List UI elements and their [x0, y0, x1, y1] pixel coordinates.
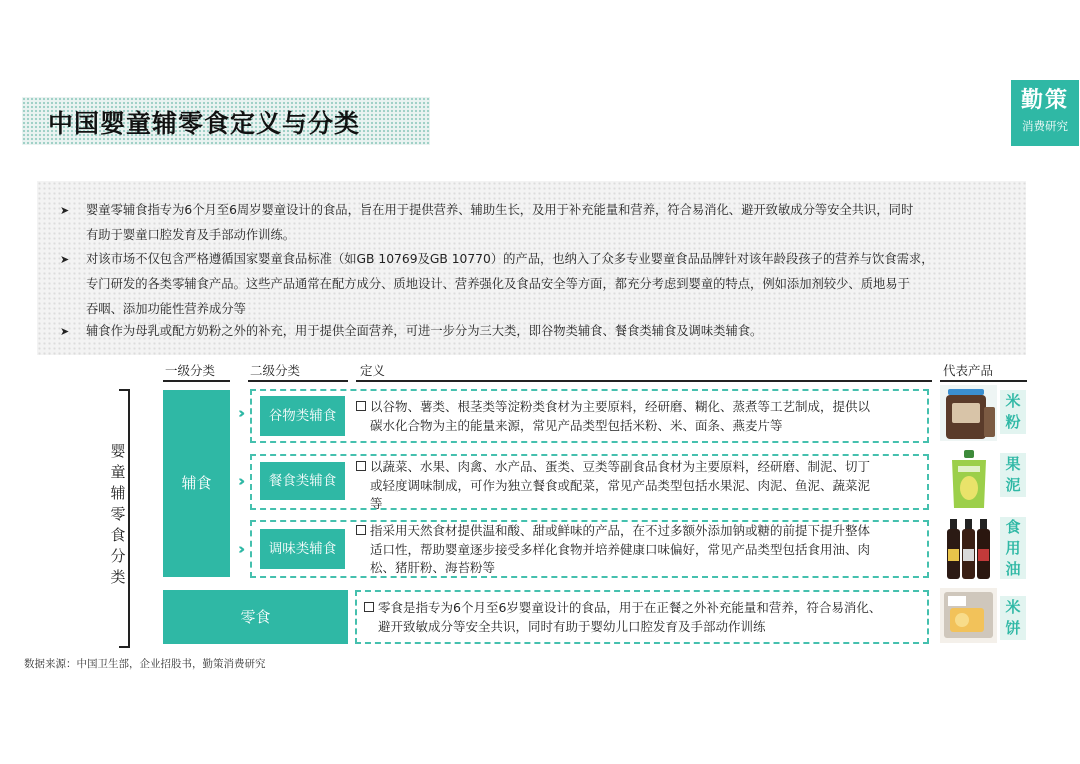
header-rule — [940, 380, 1027, 382]
intro-bullet-3 — [60, 319, 1015, 344]
group-label: 婴童辅零食分类 — [110, 442, 126, 586]
intro-bullet-2-line-3: 吞咽、添加功能性营养成分等 — [86, 302, 246, 316]
arrow-bullet-icon: ➤ — [60, 204, 70, 217]
data-source-note: 数据来源：中国卫生部，企业招股书，勤策消费研究 — [24, 658, 266, 670]
arrow-bullet-icon: ➤ — [60, 325, 70, 338]
row-meal-def-line-1 — [356, 458, 870, 477]
row-snack-def-text-1: 零食是指专为6个月至6岁婴童设计的食品，用于在正餐之外补充能量和营养，符合易消化、 — [378, 600, 882, 615]
row-meal-definition — [356, 458, 870, 514]
product-label-edible-oil — [1000, 517, 1026, 579]
product-label-rice-cracker — [1000, 596, 1026, 640]
header-definition: 定义 — [360, 363, 386, 378]
row-cereal-def-text-1: 以谷物、薯类、根茎类等淀粉类食材为主要原料，经研磨、糊化、蒸煮等工艺制成，提供以 — [370, 399, 871, 414]
header-rule — [356, 380, 932, 382]
header-rule — [163, 380, 230, 382]
intro-bullet-2-line-2: 专门研发的各类零辅食产品。这些产品通常在配方成分、质地设计、营养强化及食品安全等方面，都充分考虑到婴童的特点，例如添加剂较少、质地易于 — [86, 277, 910, 291]
row-meal-def-line-3: 等 — [370, 496, 383, 511]
header-level2: 二级分类 — [250, 363, 301, 378]
row-seasoning-def-line-2: 适口性，帮助婴童逐步接受多样化食物并培养健康口味偏好，常见产品类型包括食用油、肉 — [370, 541, 871, 557]
chevron-right-icon: ›› — [238, 472, 241, 490]
level1-fushi-block — [163, 390, 230, 577]
checkbox-bullet-icon — [364, 602, 374, 612]
row-meal-def-line-2: 或轻度调味制成，可作为独立餐食或配菜，常见产品类型包括水果泥、肉泥、鱼泥、蔬菜泥 — [370, 477, 871, 493]
row-cereal-def-line-2: 碳水化合物为主的能量来源，常见产品类型包括米粉、米、面条、燕麦片等 — [370, 417, 783, 433]
level1-lingshi-block — [163, 590, 348, 644]
brand-logo — [1011, 80, 1079, 146]
row-seasoning-def-text-1: 指采用天然食材提供温和酸、甜或鲜味的产品，在不过多额外添加钠或糖的前提下提升整体 — [370, 523, 871, 538]
row-snack-def-line-2: 避开致敏成分等安全共识，同时有助于婴幼儿口腔发育及手部动作训练 — [378, 618, 766, 634]
row-seasoning-def-line-1 — [356, 522, 870, 541]
product-label-rice-cracker-text: 米饼 — [1005, 598, 1021, 637]
logo-main-text: 勤策 — [1020, 88, 1069, 113]
header-level1: 一级分类 — [165, 363, 216, 378]
product-label-rice-flour — [1000, 390, 1026, 434]
level2-seasoning: 调味类辅食 — [260, 529, 345, 569]
row-meal-def-text-1: 以蔬菜、水果、肉禽、水产品、蛋类、豆类等副食品食材为主要原料，经研磨、制泥、切丁 — [370, 459, 871, 474]
page-title: 中国婴童辅零食定义与分类 — [48, 109, 361, 138]
checkbox-bullet-icon — [356, 525, 366, 535]
product-image-edible-oil — [940, 515, 997, 581]
chevron-right-icon: ›› — [238, 540, 241, 558]
row-snack-definition — [364, 599, 881, 636]
intro-bullet-1-line-2: 有助于婴童口腔发育及手部动作训练。 — [86, 228, 296, 242]
intro-bullet-2 — [60, 247, 1015, 322]
chevron-right-icon: ›› — [238, 404, 241, 422]
product-label-fruit-puree-text: 果泥 — [1005, 455, 1021, 494]
checkbox-bullet-icon — [356, 461, 366, 471]
row-seasoning-def-line-3: 松、猪肝粉、海苔粉等 — [370, 560, 496, 575]
product-image-fruit-puree — [940, 448, 997, 512]
product-label-edible-oil-text: 食用油 — [1005, 518, 1021, 578]
row-cereal-definition — [356, 398, 870, 435]
header-rule — [248, 380, 348, 382]
product-label-rice-flour-text: 米粉 — [1005, 392, 1021, 431]
row-snack-def-line-1 — [364, 599, 881, 618]
checkbox-bullet-icon — [356, 401, 366, 411]
intro-bullet-2-line-1: 对该市场不仅包含严格遵循国家婴童食品标准（如GB 10769及GB 10770）的产品，也纳入了众多专业婴童食品品牌针对该年龄段孩子的营养与饮食需求， — [86, 252, 934, 266]
product-image-rice-flour — [940, 385, 997, 441]
header-product: 代表产品 — [943, 363, 994, 378]
row-cereal-def-line-1 — [356, 398, 870, 417]
logo-sub-text: 消费研究 — [1022, 119, 1068, 133]
product-image-rice-cracker — [940, 588, 997, 643]
level2-meal: 餐食类辅食 — [260, 462, 345, 500]
level1-lingshi-label: 零食 — [240, 608, 271, 626]
arrow-bullet-icon: ➤ — [60, 253, 70, 266]
level1-fushi-label: 辅食 — [181, 474, 212, 492]
intro-bullet-1-line-1: 婴童零辅食指专为6个月至6周岁婴童设计的食品，旨在用于提供营养、辅助生长，及用于补充能量和营养，符合易消化、避开致敏成分等安全共识，同时 — [86, 203, 914, 217]
product-label-fruit-puree — [1000, 453, 1026, 497]
intro-bullet-1 — [60, 198, 1015, 248]
intro-bullet-3-line-1: 辅食作为母乳或配方奶粉之外的补充，用于提供全面营养，可进一步分为三大类，即谷物类辅食、餐食类辅食及调味类辅食。 — [86, 324, 763, 338]
level2-cereal: 谷物类辅食 — [260, 396, 345, 436]
row-seasoning-definition — [356, 522, 870, 578]
